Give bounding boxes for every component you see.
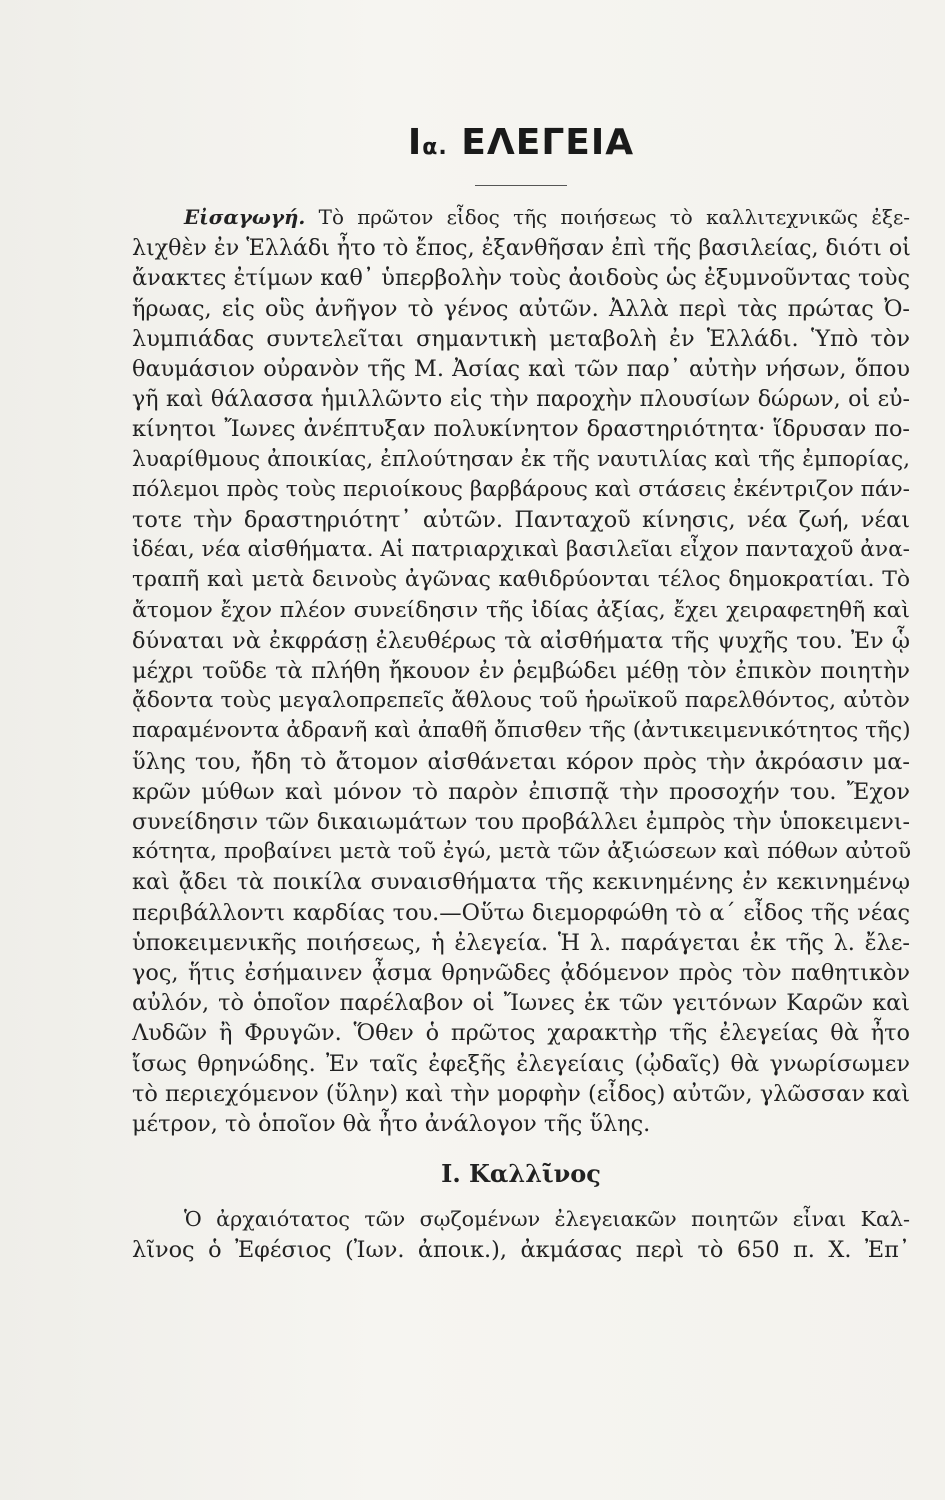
- text-line: λιχθὲν ἐν Ἑλλάδι ἦτο τὸ ἔπος, ἐξανθῆσαν ἐπὶ τῆς βασιλείας, διότι οἱ: [132, 235, 911, 262]
- section-title: I. Καλλῖνος: [441, 1159, 601, 1189]
- text-line: παραμένοντα ἀδρανῆ καὶ ἀπαθῆ ὄπισθεν τῆς (ἀντικειμενικότητος τῆς): [132, 718, 911, 744]
- text-line: τοτε τὴν δραστηριότητ᾽ αὐτῶν. Πανταχοῦ κίνησις, νέα ζωή, νέαι: [132, 507, 910, 534]
- chapter-title: [132, 122, 910, 163]
- text-line: κίνητοι Ἴωνες ἀνέπτυξαν πολυκίνητον δραστηριότητα· ἵδρυσαν πο-: [132, 416, 910, 443]
- text-line: κρῶν μύθων καὶ μόνον τὸ παρὸν ἐπισπᾷ τὴν προσοχήν του. Ἔχον: [132, 778, 910, 805]
- title-divider: [475, 185, 567, 186]
- text-line: καὶ ᾄδει τὰ ποικίλα συναισθήματα τῆς κεκινημένης ἐν κεκινημένῳ: [132, 869, 910, 896]
- text-line: ἄνακτες ἐτίμων καθ᾽ ὑπερβολὴν τοὺς ἀοιδοὺς ὡς ἐξυμνοῦντας τοὺς: [132, 265, 910, 292]
- text-line: λυμπιάδας συντελεῖται σημαντικὴ μεταβολὴ ἐν Ἑλλάδι. Ὑπὸ τὸν: [132, 325, 910, 352]
- text-line: γῆ καὶ θάλασσα ἡμιλλῶντο εἰς τὴν παροχὴν πλουσίων δώρων, οἱ εὐ-: [132, 386, 910, 413]
- text-line: κότητα, προβαίνει μετὰ τοῦ ἐγώ, μετὰ τῶν ἀξιώσεων καὶ πόθων αὐτοῦ: [132, 839, 911, 865]
- text-line: μέχρι τοῦδε τὰ πλήθη ἤκουον ἐν ῥεμβώδει μέθῃ τὸν ἐπικὸν ποιητὴν: [132, 658, 910, 685]
- text-line: ἥρωας, εἰς οὓς ἀνῆγον τὸ γένος αὐτῶν. Ἀλλὰ περὶ τὰς πρώτας Ὀ-: [132, 295, 910, 322]
- text-line: ἰδέαι, νέα αἰσθήματα. Αἱ πατριαρχικαὶ βασιλεῖαι εἶχον πανταχοῦ ἀνα-: [132, 537, 910, 563]
- text-line: τραπῆ καὶ μετὰ δεινοὺς ἀγῶνας καθιδρύονται τέλος δημοκρατίαι. Τὸ: [132, 567, 910, 593]
- chapter-number-suffix: α.: [422, 135, 448, 160]
- intro-lead: Εἰσαγωγή.: [184, 205, 306, 229]
- text-line: ἄτομον ἔχον πλέον συνείδησιν τῆς ἰδίας ἀξίας, ἔχει χειραφετηθῆ καὶ: [132, 597, 910, 623]
- text-line: Ὁ ἀρχαιότατος τῶν σῳζομένων ἐλεγειακῶν ποιητῶν εἶναι Καλ-: [184, 1207, 910, 1232]
- text-line: ᾄδοντα τοὺς μεγαλοπρεπεῖς ἄθλους τοῦ ἡρωϊκοῦ παρελθόντος, αὐτὸν: [132, 688, 910, 714]
- section-paragraph: [132, 1204, 910, 1266]
- text-line: δύναται νὰ ἐκφράσῃ ἐλευθέρως τὰ αἰσθήματα τῆς ψυχῆς του. Ἐν ᾧ: [132, 627, 910, 654]
- text-line: Εἰσαγωγή. Τὸ πρῶτον εἶδος τῆς ποιήσεως τὸ καλλιτεχνικῶς ἐξε-: [184, 205, 910, 229]
- text-line: λυαρίθμους ἀποικίας, ἐπλούτησαν ἐκ τῆς ναυτιλίας καὶ τῆς ἐμπορίας,: [132, 446, 910, 472]
- text-line: λῖνος ὁ Ἐφέσιος (Ἰων. ἀποικ.), ἀκμάσας περὶ τὸ 650 π. Χ. Ἐπ᾽: [132, 1237, 910, 1264]
- text-line: συνείδησιν τῶν δικαιωμάτων του προβάλλει ἐμπρὸς τὴν ὑποκειμενι-: [132, 809, 910, 836]
- text-line: ὕλης του, ἤδη τὸ ἄτομον αἰσθάνεται κόρον πρὸς τὴν ἀκρόασιν μα-: [132, 748, 910, 775]
- text-line: θαυμάσιον οὐρανὸν τῆς Μ. Ἀσίας καὶ τῶν παρ᾽ αὐτὴν νήσων, ὅπου: [132, 356, 910, 383]
- text-line: ἴσως θρηνώδης. Ἐν ταῖς ἐφεξῆς ἐλεγείαις (ᾠδαῖς) θὰ γνωρίσωμεν: [132, 1050, 910, 1077]
- chapter-number: I: [407, 122, 423, 163]
- text-line: Λυδῶν ἢ Φρυγῶν. Ὅθεν ὁ πρῶτος χαρακτὴρ τῆς ἐλεγείας θὰ ἦτο: [132, 1020, 910, 1047]
- text-line: περιβάλλοντι καρδίας του.—Οὕτω διεμορφώθη τὸ α´ εἶδος τῆς νέας: [132, 899, 910, 926]
- chapter-title-word: ΕΛΕΓΕΙΑ: [461, 122, 635, 163]
- text-line: τὸ περιεχόμενον (ὕλην) καὶ τὴν μορφὴν (εἶδος) αὐτῶν, γλῶσσαν καὶ: [132, 1080, 910, 1107]
- text-line: ὑποκειμενικῆς ποιήσεως, ἡ ἐλεγεία. Ἡ λ. παράγεται ἐκ τῆς λ. ἔλε-: [132, 929, 910, 956]
- intro-paragraph: [132, 202, 910, 1139]
- text-line: γος, ἥτις ἐσήμαινεν ᾆσμα θρηνῶδες ᾀδόμενον πρὸς τὸν παθητικὸν: [132, 960, 910, 987]
- text-line: αὐλόν, τὸ ὁποῖον παρέλαβον οἱ Ἴωνες ἐκ τῶν γειτόνων Καρῶν καὶ: [132, 990, 910, 1017]
- page-content: [132, 122, 910, 1266]
- text-line: μέτρον, τὸ ὁποῖον θὰ ἦτο ἀνάλογον τῆς ὕλης.: [132, 1111, 651, 1138]
- text-line: πόλεμοι πρὸς τοὺς περιοίκους βαρβάρους καὶ στάσεις ἐκέντριζον πάν-: [132, 476, 910, 502]
